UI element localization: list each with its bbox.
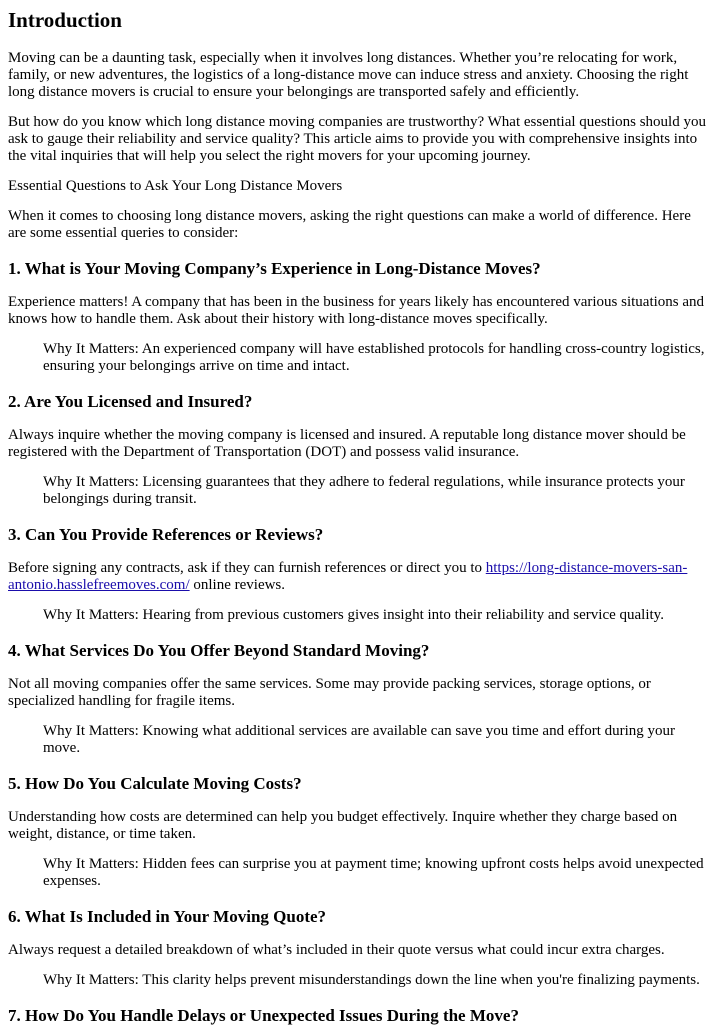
intro-paragraph: When it comes to choosing long distance movers, asking the right questions can make a world of difference. Here are some essential queries to consider: (8, 208, 691, 241)
page-title: Introduction (8, 8, 122, 32)
why-it-matters: Why It Matters: Knowing what additional services are available can save you time and effort during your move. (43, 723, 676, 756)
why-it-matters: Why It Matters: This clarity helps prevent misunderstandings down the line when you're finalizing payments. (43, 972, 700, 988)
section-heading: 7. How Do You Handle Delays or Unexpected Issues During the Move? (8, 1006, 519, 1025)
movers-link[interactable]: https://long-distance-movers-san-antonio.hasslefreemoves.com/ (8, 560, 688, 593)
subheading-text: Essential Questions to Ask Your Long Distance Movers (8, 178, 343, 194)
section-body: Always request a detailed breakdown of what’s included in their quote versus what could incur extra charges. (8, 942, 665, 958)
why-it-matters: Why It Matters: Hearing from previous customers gives insight into their reliability and service quality. (43, 607, 664, 623)
section-body: Understanding how costs are determined can help you budget effectively. Inquire whether they charge based on weight, distance, or time taken. (8, 809, 678, 842)
section-body: Experience matters! A company that has been in the business for years likely has encountered various situations and knows how to handle them. Ask about their history with long-distance moves specifically. (8, 294, 705, 327)
intro-paragraph: Moving can be a daunting task, especially when it involves long distances. Whether you’re relocating for work, family, or new adventures, the logistics of a long-distance move can induce stress and anxiety. Choosing the right long distance movers is crucial to ensure your belongings are transported safely and efficiently. (8, 50, 689, 100)
article (0, 8, 720, 1026)
section-body: Always inquire whether the moving company is licensed and insured. A reputable long distance mover should be registered with the Department of Transportation (DOT) and possess valid insurance. (8, 427, 686, 460)
why-it-matters: Why It Matters: An experienced company will have established protocols for handling cross-country logistics, ensuring your belongings arrive on time and intact. (43, 341, 705, 374)
section-body (8, 560, 712, 594)
section-body-text: Before signing any contracts, ask if they can furnish references or direct you to (8, 560, 486, 576)
section-heading: 2. Are You Licensed and Insured? (8, 392, 253, 411)
section-heading: 6. What Is Included in Your Moving Quote? (8, 907, 327, 926)
section-body-text: online reviews. (189, 577, 286, 593)
why-it-matters: Why It Matters: Licensing guarantees that they adhere to federal regulations, while insurance protects your belongings during transit. (43, 474, 685, 507)
section-heading: 3. Can You Provide References or Reviews? (8, 525, 324, 544)
section-body: Not all moving companies offer the same services. Some may provide packing services, storage options, or specialized handling for fragile items. (8, 676, 651, 709)
section-heading: 5. How Do You Calculate Moving Costs? (8, 774, 302, 793)
section-heading: 1. What is Your Moving Company’s Experience in Long-Distance Moves? (8, 259, 541, 278)
intro-paragraph: But how do you know which long distance moving companies are trustworthy? What essential questions should you ask to gauge their reliability and service quality? This article aims to provide you with comprehensive insights into the vital inquiries that will help you select the right movers for your upcoming journey. (8, 114, 706, 164)
section-heading: 4. What Services Do You Offer Beyond Standard Moving? (8, 641, 430, 660)
why-it-matters: Why It Matters: Hidden fees can surprise you at payment time; knowing upfront costs helps avoid unexpected expenses. (43, 856, 704, 889)
